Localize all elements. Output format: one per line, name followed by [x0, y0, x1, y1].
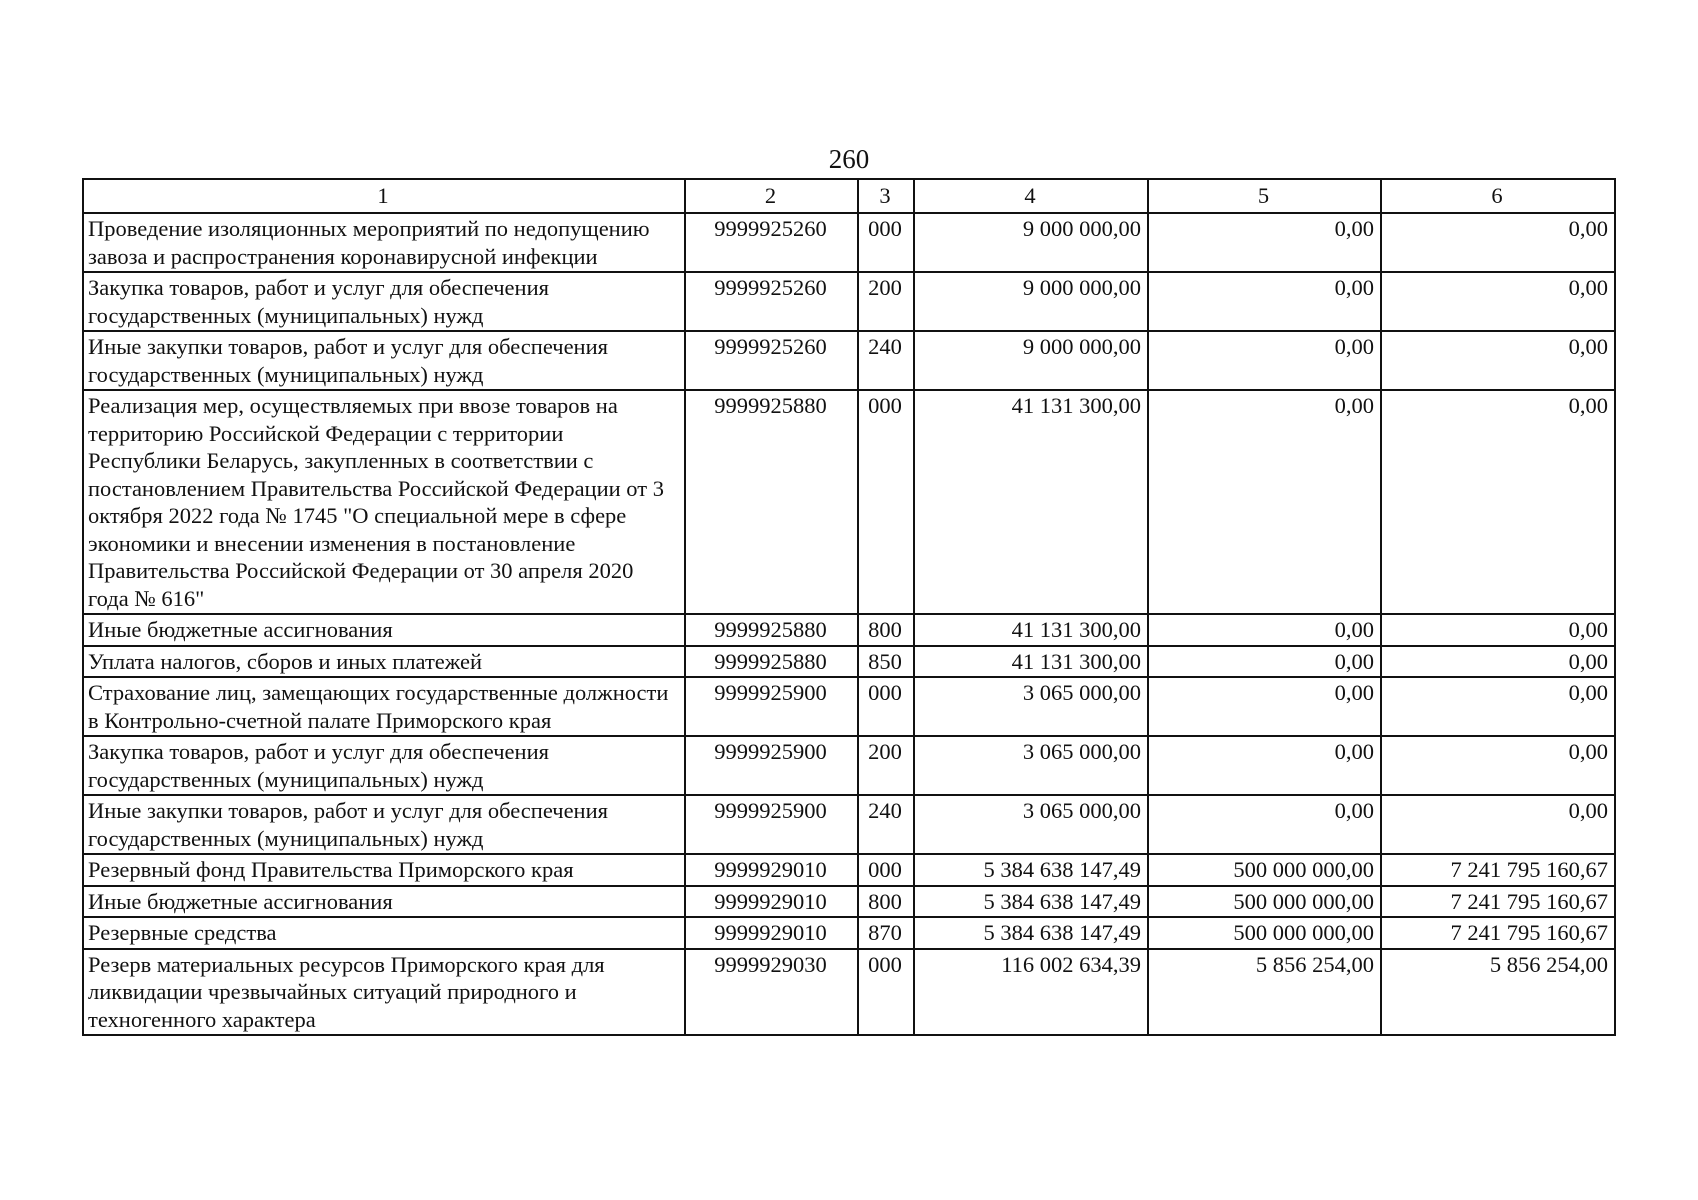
table-row: [83, 213, 1615, 272]
amount-col-6: 0,00: [1381, 614, 1615, 646]
amount-col-5: 0,00: [1148, 272, 1381, 331]
amount-col-4: 5 384 638 147,49: [914, 917, 1148, 949]
amount-col-5: 0,00: [1148, 390, 1381, 614]
column-header-1: 1: [83, 179, 685, 213]
target-article-code: 9999925260: [685, 331, 858, 390]
amount-col-6: 5 856 254,00: [1381, 949, 1615, 1036]
amount-col-6: 7 241 795 160,67: [1381, 886, 1615, 918]
amount-col-4: 9 000 000,00: [914, 213, 1148, 272]
row-name: Резерв материальных ресурсов Приморского края для ликвидации чрезвычайных ситуаций природного и техногенного характера: [83, 949, 685, 1036]
expense-type-code: 000: [858, 854, 914, 886]
target-article-code: 9999925900: [685, 795, 858, 854]
row-name: Резервные средства: [83, 917, 685, 949]
table-row: [83, 646, 1615, 678]
amount-col-6: 7 241 795 160,67: [1381, 917, 1615, 949]
target-article-code: 9999925880: [685, 646, 858, 678]
amount-col-4: 5 384 638 147,49: [914, 854, 1148, 886]
target-article-code: 9999929010: [685, 854, 858, 886]
row-name: Уплата налогов, сборов и иных платежей: [83, 646, 685, 678]
row-name: Реализация мер, осуществляемых при ввозе товаров на территорию Российской Федерации с территории Республики Беларусь, закупленных в соответствии с постановлением Правительства Российской Федерации от 3 октября 2022 года № 1745 "О специальной мере в сфере экономики и внесении изменения в постановление Правительства Российской Федерации от 30 апреля 2020 года № 616": [83, 390, 685, 614]
amount-col-6: 0,00: [1381, 795, 1615, 854]
amount-col-5: 0,00: [1148, 614, 1381, 646]
amount-col-6: 0,00: [1381, 736, 1615, 795]
amount-col-5: 500 000 000,00: [1148, 854, 1381, 886]
expense-type-code: 000: [858, 949, 914, 1036]
amount-col-5: 0,00: [1148, 331, 1381, 390]
header-row: [83, 179, 1615, 213]
row-name: Иные закупки товаров, работ и услуг для обеспечения государственных (муниципальных) нужд: [83, 331, 685, 390]
target-article-code: 9999925880: [685, 390, 858, 614]
row-name: Резервный фонд Правительства Приморского края: [83, 854, 685, 886]
table-row: [83, 736, 1615, 795]
expense-type-code: 240: [858, 331, 914, 390]
expense-type-code: 000: [858, 213, 914, 272]
amount-col-4: 3 065 000,00: [914, 736, 1148, 795]
amount-col-4: 9 000 000,00: [914, 331, 1148, 390]
expense-type-code: 800: [858, 614, 914, 646]
column-header-5: 5: [1148, 179, 1381, 213]
table-row: [83, 917, 1615, 949]
amount-col-6: 0,00: [1381, 272, 1615, 331]
expense-type-code: 200: [858, 272, 914, 331]
table-row: [83, 390, 1615, 614]
amount-col-6: 7 241 795 160,67: [1381, 854, 1615, 886]
table-row: [83, 854, 1615, 886]
target-article-code: 9999925260: [685, 213, 858, 272]
expense-type-code: 000: [858, 677, 914, 736]
table-row: [83, 886, 1615, 918]
row-name: Закупка товаров, работ и услуг для обеспечения государственных (муниципальных) нужд: [83, 736, 685, 795]
row-name: Проведение изоляционных мероприятий по недопущению завоза и распространения коронавирусной инфекции: [83, 213, 685, 272]
amount-col-4: 116 002 634,39: [914, 949, 1148, 1036]
amount-col-5: 5 856 254,00: [1148, 949, 1381, 1036]
amount-col-6: 0,00: [1381, 646, 1615, 678]
amount-col-4: 3 065 000,00: [914, 677, 1148, 736]
table-row: [83, 331, 1615, 390]
amount-col-4: 41 131 300,00: [914, 646, 1148, 678]
row-name: Иные закупки товаров, работ и услуг для обеспечения государственных (муниципальных) нужд: [83, 795, 685, 854]
expense-type-code: 850: [858, 646, 914, 678]
column-header-6: 6: [1381, 179, 1615, 213]
amount-col-4: 41 131 300,00: [914, 390, 1148, 614]
table-row: [83, 795, 1615, 854]
table-row: [83, 272, 1615, 331]
amount-col-4: 9 000 000,00: [914, 272, 1148, 331]
expense-type-code: 240: [858, 795, 914, 854]
amount-col-5: 500 000 000,00: [1148, 886, 1381, 918]
target-article-code: 9999925900: [685, 736, 858, 795]
row-name: Закупка товаров, работ и услуг для обеспечения государственных (муниципальных) нужд: [83, 272, 685, 331]
row-name: Иные бюджетные ассигнования: [83, 614, 685, 646]
budget-table: [82, 178, 1616, 1036]
table-row: [83, 614, 1615, 646]
row-name: Иные бюджетные ассигнования: [83, 886, 685, 918]
amount-col-4: 3 065 000,00: [914, 795, 1148, 854]
table-row: [83, 677, 1615, 736]
target-article-code: 9999925900: [685, 677, 858, 736]
table-row: [83, 949, 1615, 1036]
target-article-code: 9999925880: [685, 614, 858, 646]
column-header-2: 2: [685, 179, 858, 213]
expense-type-code: 200: [858, 736, 914, 795]
amount-col-5: 0,00: [1148, 736, 1381, 795]
expense-type-code: 000: [858, 390, 914, 614]
expense-type-code: 870: [858, 917, 914, 949]
amount-col-4: 5 384 638 147,49: [914, 886, 1148, 918]
amount-col-6: 0,00: [1381, 677, 1615, 736]
amount-col-5: 0,00: [1148, 646, 1381, 678]
target-article-code: 9999929010: [685, 886, 858, 918]
amount-col-4: 41 131 300,00: [914, 614, 1148, 646]
row-name: Страхование лиц, замещающих государственные должности в Контрольно-счетной палате Приморского края: [83, 677, 685, 736]
expense-type-code: 800: [858, 886, 914, 918]
column-header-4: 4: [914, 179, 1148, 213]
amount-col-5: 0,00: [1148, 795, 1381, 854]
amount-col-5: 500 000 000,00: [1148, 917, 1381, 949]
column-header-3: 3: [858, 179, 914, 213]
amount-col-6: 0,00: [1381, 331, 1615, 390]
target-article-code: 9999925260: [685, 272, 858, 331]
target-article-code: 9999929030: [685, 949, 858, 1036]
target-article-code: 9999929010: [685, 917, 858, 949]
amount-col-5: 0,00: [1148, 213, 1381, 272]
page-number: 260: [828, 144, 870, 174]
amount-col-6: 0,00: [1381, 213, 1615, 272]
amount-col-6: 0,00: [1381, 390, 1615, 614]
amount-col-5: 0,00: [1148, 677, 1381, 736]
